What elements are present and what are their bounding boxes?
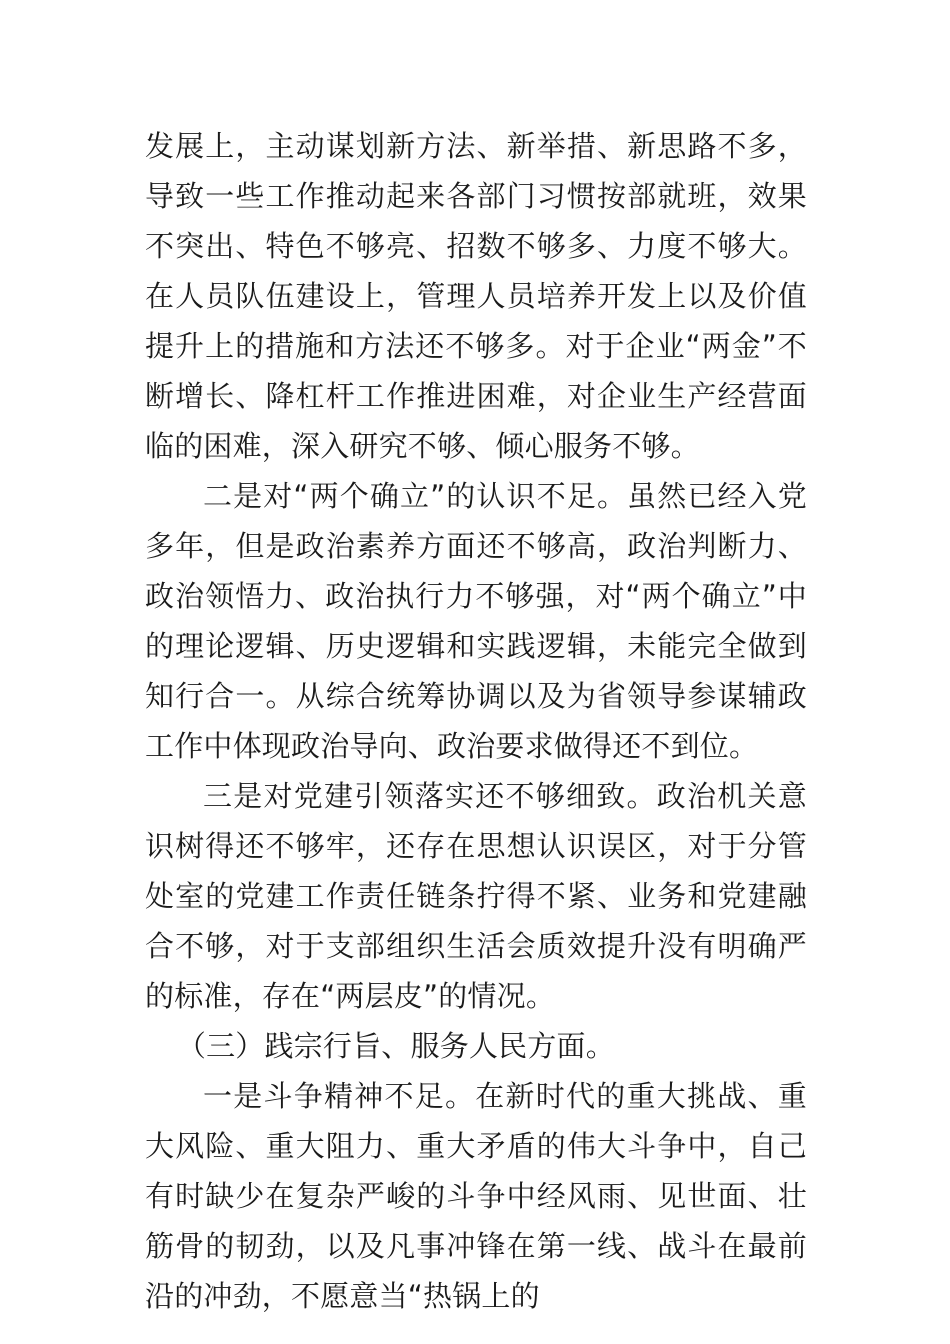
- paragraph-party-building: 三是对党建引领落实还不够细致。政治机关意识树得还不够牢，还存在思想认识误区，对于分管处室的党建工作责任链条拧得不紧、业务和党建融合不够，对于支部组织生活会质效提升没有明确严的标准，存在“两层皮”的情况。: [145, 779, 807, 1013]
- document-body: [145, 121, 807, 1321]
- paragraph-two-establishments: 二是对“两个确立”的认识不足。虽然已经入党多年，但是政治素养方面还不够高，政治判断力、政治领悟力、政治执行力不够强，对“两个确立”中的理论逻辑、历史逻辑和实践逻辑，未能完全做到知行合一。从综合统筹协调以及为省领导参谋辅政工作中体现政治导向、政治要求做得还不到位。: [145, 479, 807, 763]
- section-heading-three: （三）践宗行旨、服务人民方面。: [176, 1029, 615, 1063]
- paragraph-continued: 发展上，主动谋划新方法、新举措、新思路不多，导致一些工作推动起来各部门习惯按部就班，效果不突出、特色不够亮、招数不够多、力度不够大。在人员队伍建设上，管理人员培养开发上以及价值提升上的措施和方法还不够多。对于企业“两金”不断增长、降杠杆工作推进困难，对企业生产经营面临的困难，深入研究不够、倾心服务不够。: [145, 129, 807, 463]
- paragraph-fighting-spirit: 一是斗争精神不足。在新时代的重大挑战、重大风险、重大阻力、重大矛盾的伟大斗争中，自己有时缺少在复杂严峻的斗争中经风雨、见世面、壮筋骨的韧劲，以及凡事冲锋在第一线、战斗在最前沿的冲劲，不愿意当“热锅上的: [145, 1079, 807, 1313]
